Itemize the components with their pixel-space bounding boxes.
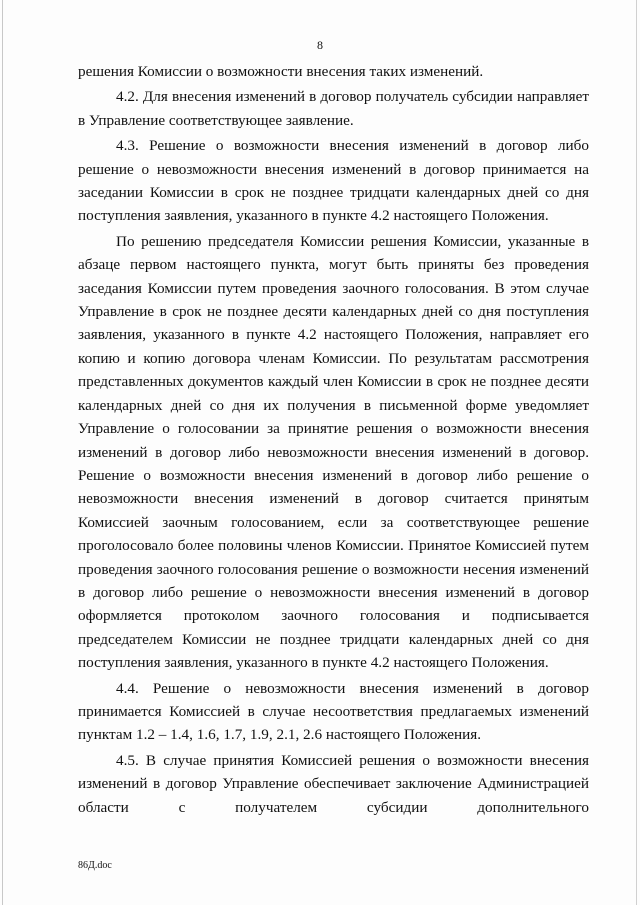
page-number: 8 (317, 38, 323, 52)
paragraph-4-2: 4.2. Для внесения изменений в договор получатель субсидии направляет в Управление соответствующее заявление. (78, 88, 589, 129)
document-body (78, 60, 589, 819)
paragraph-4-5: 4.5. В случае принятия Комиссией решения о возможности внесения изменений в договор Управление обеспечивает заключение Администрацией области с получателем субсидии дополнительного (78, 751, 589, 816)
paragraph-4-4: 4.4. Решение о невозможности внесения изменений в договор принимается Комиссией в случае несоответствия предлагаемых изменений пунктам 1.2 – 1.4, 1.6, 1.7, 1.9, 2.1, 2.6 настоящего Положения. (78, 679, 589, 744)
scan-edge-left (2, 0, 3, 905)
footer-filename: 86Д.doc (78, 860, 112, 871)
paragraph-4-3-absentee-vote: По решению председателя Комиссии решения Комиссии, указанные в абзаце первом настоящего пункта, могут быть приняты без проведения заседания Комиссии путем проведения заочного голосования. В этом случае Управление в срок не позднее десяти календарных дней со дня поступления заявления, указанного в пункте 4.2 настоящего Положения, направляет его копию и копию договора членам Комиссии. По результатам рассмотрения представленных документов каждый член Комиссии в срок не позднее десяти календарных дней со дня их получения в письменной форме уведомляет Управление о голосовании за принятие решения о возможности внесения изменений в договор либо невозможности внесения изменений в договор. Решение о возможности внесения изменений в договор либо решение о невозможности внесения изменений в договор считается принятым Комиссией заочным голосованием, если за соответствующее решение проголосовало более половины членов Комиссии. Принятое Комиссией путем проведения заочного голосования решение о возможности несения изменений в договор либо решение о невозможности внесения изменений в договор оформляется протоколом заочного голосования и подписывается председателем Комиссии не позднее тридцати календарных дней со дня поступления заявления, указанного в пункте 4.2 настоящего Положения. (78, 232, 589, 672)
scan-edge-right (636, 0, 637, 905)
paragraph-4-3: 4.3. Решение о возможности внесения изменений в договор либо решение о невозможности внесения изменений в договор принимается на заседании Комиссии в срок не позднее тридцати календарных дней со дня поступления заявления, указанного в пункте 4.2 настоящего Положения. (78, 137, 589, 225)
paragraph-continuation: решения Комиссии о возможности внесения таких изменений. (78, 63, 484, 80)
